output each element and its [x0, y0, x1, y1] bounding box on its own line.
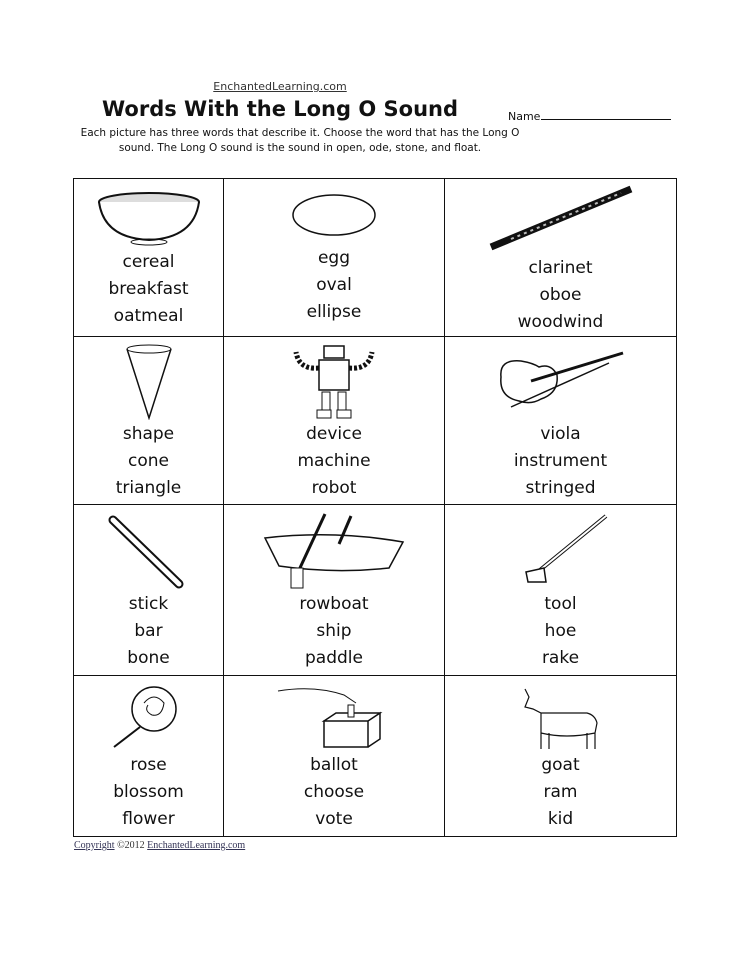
cell-oboe	[445, 179, 677, 337]
word: bone	[127, 648, 170, 668]
site-footer-link[interactable]: EnchantedLearning.com	[147, 840, 246, 851]
name-field[interactable]	[508, 110, 671, 123]
word: kid	[547, 809, 574, 829]
cell-bowl	[74, 179, 224, 337]
cell-rowboat	[224, 505, 445, 676]
cell-violin	[445, 337, 677, 505]
word: cereal	[122, 252, 175, 272]
word: clarinet	[528, 258, 593, 278]
word-grid	[73, 178, 677, 837]
word: robot	[311, 478, 357, 498]
word: egg	[317, 248, 351, 268]
word: ship	[316, 621, 352, 641]
word: oboe	[539, 285, 582, 305]
cell-rose	[74, 676, 224, 837]
word: tool	[544, 594, 577, 614]
word: woodwind	[517, 312, 604, 332]
word: rose	[130, 755, 167, 775]
cell-robot	[224, 337, 445, 505]
word: bar	[134, 621, 163, 641]
word: stringed	[525, 478, 596, 498]
cell-hoe	[445, 505, 677, 676]
word: device	[306, 424, 362, 444]
robot-icon	[284, 344, 384, 420]
cell-bone	[74, 505, 224, 676]
rowboat-icon	[259, 512, 409, 590]
instructions: Each picture has three words that describe it. Choose the word that has the Long O sound. The Long O sound is the sound in open, ode, stone, and float.	[80, 127, 520, 154]
word: triangle	[115, 478, 182, 498]
egg-icon	[289, 190, 379, 240]
hoe-icon	[506, 512, 616, 590]
word: hoe	[544, 621, 577, 641]
word: breakfast	[108, 279, 189, 299]
copyright-link[interactable]: Copyright	[74, 840, 115, 851]
cone-icon	[124, 344, 174, 420]
word: ellipse	[306, 302, 362, 322]
cell-egg	[224, 179, 445, 337]
name-label: Name	[508, 110, 541, 123]
bowl-icon	[94, 190, 204, 246]
word: choose	[303, 782, 365, 802]
word: vote	[315, 809, 353, 829]
word: viola	[540, 424, 581, 444]
word: paddle	[305, 648, 363, 668]
ballot-box-icon	[274, 683, 394, 751]
rose-icon	[104, 683, 194, 751]
worksheet-body	[73, 178, 677, 852]
copyright-footer	[74, 839, 677, 852]
word: instrument	[513, 451, 608, 471]
oboe-icon	[481, 185, 641, 255]
word: ram	[543, 782, 578, 802]
name-line	[541, 119, 671, 120]
word: flower	[122, 809, 175, 829]
cell-cone	[74, 337, 224, 505]
word: goat	[541, 755, 580, 775]
cell-ballot	[224, 676, 445, 837]
site-link[interactable]: EnchantedLearning.com	[213, 80, 347, 93]
copyright-year: ©2012	[117, 840, 145, 851]
word: rake	[541, 648, 580, 668]
violin-icon	[491, 347, 631, 417]
word: oatmeal	[113, 306, 184, 326]
word: machine	[297, 451, 371, 471]
word: stick	[128, 594, 169, 614]
page-title: Words With the Long O Sound	[102, 97, 458, 121]
word: cone	[128, 451, 169, 471]
goat-icon	[511, 683, 611, 751]
word: blossom	[113, 782, 184, 802]
word: rowboat	[299, 594, 369, 614]
word: oval	[316, 275, 352, 295]
word: ballot	[310, 755, 358, 775]
word: shape	[122, 424, 175, 444]
cell-goat	[445, 676, 677, 837]
bone-icon	[99, 512, 199, 590]
